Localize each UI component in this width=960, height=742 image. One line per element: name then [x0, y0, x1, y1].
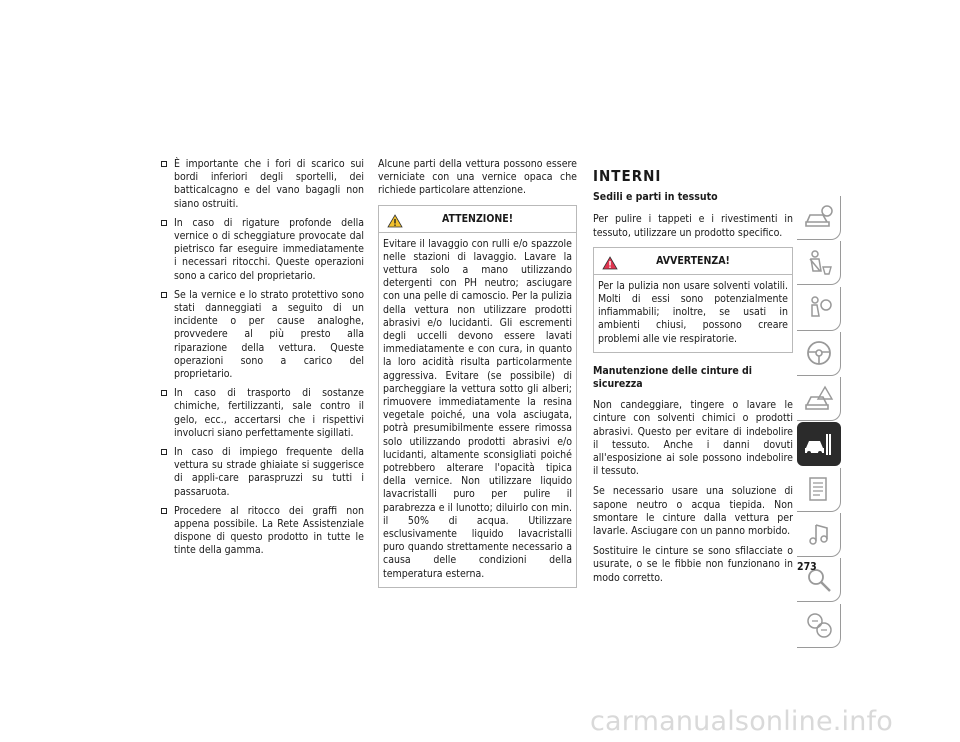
attention-box — [378, 205, 577, 588]
page-number: 273 — [797, 561, 817, 573]
warning-box — [593, 247, 793, 353]
column-3 — [593, 158, 793, 592]
warning-title: AVVERTENZA! — [656, 254, 730, 267]
warning-text: Per la pulizia non usare solventi volatili. Molti di essi sono potenzialmente infiammabili; inoltre, se usati in ambienti chiusi, possono creare problemi alle vie respiratorie. — [598, 279, 788, 345]
airbag-icon — [803, 292, 835, 324]
tab-car-info[interactable] — [797, 196, 841, 240]
tab-service[interactable] — [797, 422, 841, 466]
paragraph: Per pulire i tappeti e i rivestimenti in tessuto, utilizzare un prodotto specifico. — [593, 213, 793, 239]
tab-emergency[interactable] — [797, 377, 841, 421]
car-service-icon — [803, 428, 835, 460]
warning-triangle-icon — [602, 254, 618, 280]
section-title: INTERNI — [593, 167, 662, 185]
multimedia-icon — [803, 519, 835, 551]
list-item: In caso di rigature profonde della vernice o di scheggiature provocate dal pietrisco far eseguire immediatamente i necessari ritocchi. Queste operazioni sono a carico del proprietario. — [161, 217, 364, 283]
tab-language[interactable] — [797, 604, 841, 648]
list-item: È importante che i fori di scarico sui bordi inferiori degli sportelli, dei batticalcagno e del vano bagagli non siano ostruiti. — [161, 158, 364, 211]
tab-multimedia[interactable] — [797, 513, 841, 557]
tab-seatbelt[interactable] — [797, 241, 841, 285]
list-item: In caso di impiego frequente della vettura su strade ghiaiate si suggerisce di appli-care paraspruzzi su tutti i passaruota. — [161, 446, 364, 499]
steering-wheel-icon — [803, 337, 835, 369]
crash-warning-icon — [803, 383, 835, 415]
paragraph: Sostituire le cinture se sono sfilacciate o usurate, o se le fibbie non funzionano in modo corretto. — [593, 545, 793, 584]
warning-header — [594, 248, 792, 275]
list-item: Procedere al ritocco dei graffi non appena possibile. La Rete Assistenziale dispone di questo prodotto in tutte le tinte della gamma. — [161, 505, 364, 558]
paragraph: Se necessario usare una soluzione di sapone neutro o acqua tiepida. Non smontare le cinture dalla vettura per lavarle. Asciugare con un panno morbido. — [593, 485, 793, 538]
language-icon — [803, 609, 835, 641]
intro-paragraph: Alcune parti della vettura possono essere verniciate con una vernice opaca che richiede particolare attenzione. — [378, 158, 577, 197]
seatbelt-safety-icon — [803, 247, 835, 279]
subsection-title: Manutenzione delle cinture di sicurezza — [593, 364, 753, 391]
maintenance-schedule-icon — [803, 473, 835, 505]
attention-title: ATTENZIONE! — [441, 212, 514, 225]
column-2 — [378, 158, 577, 588]
tab-steering[interactable] — [797, 332, 841, 376]
paragraph: Non candeggiare, tingere o lavare le cinture con solventi chimici o prodotti abrasivi. Questo per evitare di indebolire il tessuto. Anche i danni dovuti all'esposizione ai sole possono indebolire il tessuto. — [593, 399, 793, 478]
warning-triangle-icon — [387, 212, 403, 238]
attention-header — [379, 206, 576, 233]
list-item: Se la vernice e lo strato protettivo sono stati danneggiati a seguito di un incidente o per cause analoghe, provvedere al più presto alla riparazione della vettura. Queste operazioni sono a carico del proprietario. — [161, 289, 364, 381]
chapter-tabs — [797, 196, 841, 649]
attention-text: Evitare il lavaggio con rulli e/o spazzole nelle stazioni di lavaggio. Lavare la vettura solo a mano utilizzando detergenti con PH neutro; asciugare con una pelle di camoscio. Per la pulizia della vettura non utilizzare prodotti abrasivi e/o lucidanti. Gli escrementi degli uccelli devono essere lavati immediatamente e con cura, in quanto la loro acidità risulta particolarmente aggressiva. Evitare (se possibile) di parcheggiare la vettura sotto gli alberi; rimuovere immediatamente la resina vegetale poiché, una vola asciugata, potrà presumibilmente essere rimossa solo utilizzando prodotti abrasivi e/o lucidanti, altamente sconsigliati poiché potrebbero alterare l'opacità tipica della vernice. Non utilizzare liquido lavacristalli puro per pulire il parabrezza e il lunotto; diluirlo con min. il 50% di acqua. Utilizzare esclusivamente liquido lavacristalli puro quando strettamente necessario a causa delle condizioni della temperatura esterna. — [383, 237, 572, 580]
tab-maintenance[interactable] — [797, 468, 841, 512]
subsection-title: Sedili e parti in tessuto — [593, 191, 718, 204]
column-1 — [161, 158, 364, 564]
tab-airbag[interactable] — [797, 287, 841, 331]
watermark: carmanualsonline.info — [590, 706, 893, 737]
car-info-icon — [803, 202, 835, 234]
list-item: In caso di trasporto di sostanze chimiche, fertilizzanti, sale contro il gelo, ecc., accertarsi che i rispettivi involucri siano perfettamente sigillati. — [161, 387, 364, 440]
